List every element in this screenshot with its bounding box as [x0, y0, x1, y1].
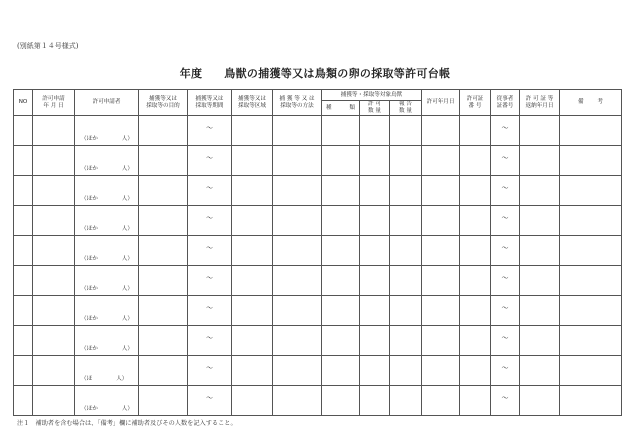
table-cell — [560, 266, 622, 296]
period-range-tilde: ～ — [206, 304, 213, 312]
companion-unit: 人） — [121, 286, 133, 292]
document-title — [0, 65, 630, 81]
worker-range-tilde: ～ — [501, 124, 509, 132]
table-cell — [273, 386, 322, 416]
companion-count — [81, 346, 133, 353]
table-cell — [390, 206, 422, 236]
worker-no-cell — [491, 206, 520, 236]
table-cell — [520, 266, 560, 296]
table-row — [14, 266, 622, 296]
table-cell — [273, 296, 322, 326]
table-cell — [520, 356, 560, 386]
table-cell — [232, 266, 273, 296]
table-cell — [520, 116, 560, 146]
table-cell — [232, 206, 273, 236]
table-cell — [390, 326, 422, 356]
table-cell — [520, 326, 560, 356]
table-cell — [360, 326, 390, 356]
period-range-tilde: ～ — [206, 244, 213, 252]
table-cell — [460, 326, 491, 356]
header-worker-no: 従事者 証番号 — [491, 90, 520, 116]
table-cell — [139, 386, 188, 416]
period-range-tilde: ～ — [206, 334, 213, 342]
period-range-tilde: ～ — [206, 364, 213, 372]
table-cell — [360, 296, 390, 326]
table-cell — [422, 356, 460, 386]
table-cell — [390, 146, 422, 176]
period-range-tilde: ～ — [206, 214, 213, 222]
companion-unit: 人） — [121, 316, 133, 322]
header-row-top — [14, 90, 622, 101]
companion-label: （ほか — [81, 166, 98, 172]
title-year: 年度 — [179, 67, 203, 80]
table-cell — [232, 296, 273, 326]
table-cell — [33, 386, 75, 416]
table-cell — [322, 266, 360, 296]
table-cell — [390, 116, 422, 146]
table-cell — [360, 266, 390, 296]
worker-range-tilde: ～ — [501, 364, 509, 372]
header-return-date: 許 可 証 等 返納年月日 — [520, 90, 560, 116]
table-cell — [560, 326, 622, 356]
companion-unit: 人） — [121, 136, 133, 142]
table-cell — [422, 326, 460, 356]
table-cell — [390, 176, 422, 206]
table-cell — [520, 236, 560, 266]
table-cell — [33, 146, 75, 176]
companion-count — [81, 166, 133, 173]
table-cell — [33, 116, 75, 146]
period-cell — [188, 116, 232, 146]
worker-range-tilde: ～ — [501, 184, 509, 192]
table-cell — [139, 296, 188, 326]
table-cell — [14, 176, 33, 206]
table-cell — [560, 296, 622, 326]
worker-no-cell — [491, 236, 520, 266]
table-cell — [422, 236, 460, 266]
companion-count — [81, 136, 133, 143]
table-cell — [460, 116, 491, 146]
companion-count — [81, 316, 133, 323]
worker-range-tilde: ～ — [501, 334, 509, 342]
worker-no-cell — [491, 266, 520, 296]
table-cell — [460, 266, 491, 296]
footnote: 注１ 補助者を含む場合は、「備考」欄に補助者及びその人数を記入すること。 — [17, 420, 237, 427]
table-cell — [273, 326, 322, 356]
table-cell — [232, 326, 273, 356]
companion-label: （ほか — [81, 286, 98, 292]
worker-range-tilde: ～ — [501, 244, 509, 252]
companion-count — [81, 376, 127, 383]
period-range-tilde: ～ — [206, 394, 213, 402]
applicant-cell — [75, 386, 139, 416]
table-cell — [422, 266, 460, 296]
companion-unit: 人） — [121, 406, 133, 412]
table-row — [14, 236, 622, 266]
table-cell — [273, 266, 322, 296]
period-cell — [188, 386, 232, 416]
table-cell — [232, 386, 273, 416]
worker-no-cell — [491, 386, 520, 416]
table-cell — [14, 356, 33, 386]
table-cell — [14, 146, 33, 176]
table-cell — [422, 386, 460, 416]
companion-unit: 人） — [116, 376, 128, 382]
table-cell — [560, 386, 622, 416]
worker-range-tilde: ～ — [501, 214, 509, 222]
table-cell — [460, 386, 491, 416]
table-cell — [232, 356, 273, 386]
worker-no-cell — [491, 176, 520, 206]
table-cell — [322, 386, 360, 416]
table-cell — [560, 176, 622, 206]
table-cell — [232, 116, 273, 146]
companion-unit: 人） — [121, 256, 133, 262]
title-main: 鳥獣の捕獲等又は鳥類の卵の採取等許可台帳 — [224, 67, 451, 80]
table-cell — [390, 386, 422, 416]
table-cell — [360, 356, 390, 386]
table-cell — [139, 176, 188, 206]
companion-count — [81, 196, 133, 203]
table-cell — [273, 356, 322, 386]
table-cell — [460, 296, 491, 326]
header-species: 種 類 — [322, 101, 360, 116]
table-cell — [33, 176, 75, 206]
header-permit-day: 許可年月日 — [422, 90, 460, 116]
table-cell — [139, 236, 188, 266]
table-cell — [360, 386, 390, 416]
table-cell — [390, 356, 422, 386]
header-applicant: 許可申請者 — [75, 90, 139, 116]
table-cell — [14, 386, 33, 416]
companion-label: （ほか — [81, 136, 98, 142]
period-range-tilde: ～ — [206, 154, 213, 162]
header-period: 捕獲等又は 採取等期間 — [188, 90, 232, 116]
applicant-cell — [75, 356, 139, 386]
table-cell — [33, 296, 75, 326]
period-cell — [188, 356, 232, 386]
table-cell — [322, 356, 360, 386]
table-cell — [33, 326, 75, 356]
period-range-tilde: ～ — [206, 274, 213, 282]
table-cell — [560, 146, 622, 176]
companion-label: （ほか — [81, 316, 98, 322]
header-permit-qty: 許 可 数 量 — [360, 101, 390, 116]
table-cell — [460, 146, 491, 176]
table-cell — [14, 206, 33, 236]
applicant-cell — [75, 236, 139, 266]
worker-no-cell — [491, 146, 520, 176]
table-cell — [273, 146, 322, 176]
table-cell — [360, 236, 390, 266]
period-cell — [188, 326, 232, 356]
table-cell — [139, 206, 188, 236]
period-range-tilde: ～ — [206, 184, 213, 192]
companion-label: （ほ — [81, 376, 93, 382]
period-range-tilde: ～ — [206, 124, 213, 132]
header-purpose: 捕獲等又は 採取等の目的 — [139, 90, 188, 116]
table-cell — [460, 356, 491, 386]
header-permit-no: 許可証 番 号 — [460, 90, 491, 116]
table-cell — [14, 296, 33, 326]
ledger-body — [14, 116, 622, 416]
table-cell — [520, 176, 560, 206]
applicant-cell — [75, 296, 139, 326]
table-cell — [422, 116, 460, 146]
table-cell — [422, 296, 460, 326]
table-cell — [322, 146, 360, 176]
table-cell — [14, 326, 33, 356]
worker-range-tilde: ～ — [501, 274, 509, 282]
table-cell — [390, 236, 422, 266]
table-cell — [273, 206, 322, 236]
companion-unit: 人） — [121, 196, 133, 202]
table-row — [14, 146, 622, 176]
worker-range-tilde: ～ — [501, 304, 509, 312]
table-cell — [460, 206, 491, 236]
table-cell — [422, 176, 460, 206]
header-remarks: 備 考 — [560, 90, 622, 116]
worker-no-cell — [491, 296, 520, 326]
header-report-qty: 報 告 数 量 — [390, 101, 422, 116]
companion-unit: 人） — [121, 346, 133, 352]
period-cell — [188, 296, 232, 326]
period-cell — [188, 206, 232, 236]
table-cell — [390, 296, 422, 326]
table-cell — [273, 176, 322, 206]
table-cell — [360, 116, 390, 146]
table-cell — [273, 236, 322, 266]
table-cell — [139, 356, 188, 386]
table-cell — [139, 116, 188, 146]
table-row — [14, 326, 622, 356]
table-cell — [360, 146, 390, 176]
table-cell — [232, 236, 273, 266]
table-cell — [33, 356, 75, 386]
companion-count — [81, 256, 133, 263]
companion-unit: 人） — [121, 166, 133, 172]
table-cell — [139, 266, 188, 296]
table-cell — [33, 206, 75, 236]
companion-count — [81, 286, 133, 293]
form-number: (別紙第１４号様式) — [17, 42, 79, 50]
table-cell — [360, 206, 390, 236]
applicant-cell — [75, 266, 139, 296]
table-cell — [14, 116, 33, 146]
table-cell — [560, 236, 622, 266]
companion-label: （ほか — [81, 406, 98, 412]
table-cell — [322, 296, 360, 326]
table-cell — [322, 236, 360, 266]
worker-range-tilde: ～ — [501, 394, 509, 402]
worker-no-cell — [491, 116, 520, 146]
table-cell — [322, 326, 360, 356]
companion-label: （ほか — [81, 256, 98, 262]
table-cell — [422, 146, 460, 176]
table-cell — [322, 206, 360, 236]
period-cell — [188, 146, 232, 176]
table-cell — [460, 236, 491, 266]
header-method: 捕 獲 等 又 は 採取等の方法 — [273, 90, 322, 116]
companion-label: （ほか — [81, 346, 98, 352]
period-cell — [188, 236, 232, 266]
table-cell — [322, 176, 360, 206]
table-cell — [273, 116, 322, 146]
period-cell — [188, 266, 232, 296]
table-cell — [322, 116, 360, 146]
table-cell — [390, 266, 422, 296]
table-cell — [232, 146, 273, 176]
table-row — [14, 296, 622, 326]
table-cell — [520, 206, 560, 236]
header-area: 捕獲等又は 採取等区域 — [232, 90, 273, 116]
table-cell — [520, 386, 560, 416]
applicant-cell — [75, 206, 139, 236]
table-cell — [560, 356, 622, 386]
table-cell — [139, 146, 188, 176]
header-target-group: 捕獲等・採取等対象鳥獣 — [322, 90, 422, 101]
companion-unit: 人） — [121, 226, 133, 232]
header-permit-date: 許可申請 年 月 日 — [33, 90, 75, 116]
table-cell — [360, 176, 390, 206]
applicant-cell — [75, 116, 139, 146]
table-cell — [520, 296, 560, 326]
table-cell — [139, 326, 188, 356]
table-cell — [14, 236, 33, 266]
table-row — [14, 386, 622, 416]
companion-count — [81, 226, 133, 233]
worker-no-cell — [491, 356, 520, 386]
table-row — [14, 116, 622, 146]
applicant-cell — [75, 146, 139, 176]
applicant-cell — [75, 326, 139, 356]
table-cell — [560, 206, 622, 236]
table-row — [14, 206, 622, 236]
table-cell — [232, 176, 273, 206]
table-cell — [460, 176, 491, 206]
table-cell — [520, 146, 560, 176]
companion-label: （ほか — [81, 196, 98, 202]
companion-label: （ほか — [81, 226, 98, 232]
table-row — [14, 356, 622, 386]
table-cell — [14, 266, 33, 296]
permit-ledger-table — [13, 89, 622, 416]
table-cell — [560, 116, 622, 146]
table-cell — [422, 206, 460, 236]
period-cell — [188, 176, 232, 206]
worker-range-tilde: ～ — [501, 154, 509, 162]
table-row — [14, 176, 622, 206]
table-cell — [33, 266, 75, 296]
table-cell — [33, 236, 75, 266]
companion-count — [81, 406, 133, 413]
header-no: NO — [14, 90, 33, 116]
worker-no-cell — [491, 326, 520, 356]
applicant-cell — [75, 176, 139, 206]
